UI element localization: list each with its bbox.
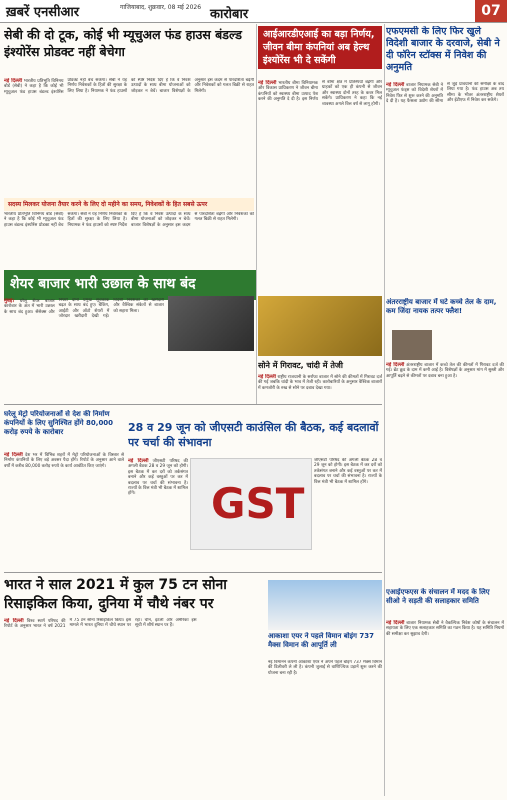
- gold2021-headline: भारत ने साल 2021 में कुल 75 टन सोना रिसाइकिल किया, दुनिया में चौथे नंबर पर: [4, 577, 227, 612]
- gst-article-body-2: जीएसटी परिषद की अगली बैठक 28 व 29 जून को होगी। इस बैठक में कर दरों को तर्कसंगत बनाने और कई वस्तुओं पर कर में बदलाव पर चर्चा की संभावना है। राज्यों के वित्त मंत्री भी बैठक में शामिल होंगे।: [314, 458, 382, 485]
- metro-byline: नई दिल्ली: [4, 452, 23, 458]
- sebi-strip: सदस्य मिलकर योजना तैयार करने के लिए दो महीने का समय, निवेशकों के हित सबसे ऊपर: [4, 198, 254, 211]
- oil-byline: नई दिल्ली: [386, 362, 405, 368]
- masthead-logo: ख़बरें एनसीआर: [6, 5, 80, 20]
- irdai-headline: आईआरडीएआई का बड़ा निर्णय, जीवन बीमा कंपनियां अब हेल्थ इंश्योरेंस भी दे सकेंगी: [258, 26, 382, 69]
- irdai-byline: नई दिल्ली: [258, 80, 277, 86]
- share-body: घरेलू शेयर बाजार कारोबार के अंत में भारी उछाल के साथ बंद हुआ। सेंसेक्स और निफ्टी दोनों प्रमुख सूचकांक बढ़त के साथ बंद हुए। बैंकिंग, आईटी और ऑटो शेयरों में जोरदार खरीदारी देखी गई। विदेशी निवेशकों की खरीदारी और वैश्विक संकेतों से बाजार को सहारा मिला।: [4, 298, 164, 320]
- share-article-body: [4, 298, 164, 398]
- column-divider: [256, 24, 257, 404]
- fpi-article-body: [386, 82, 504, 292]
- oil-headline: अंतरराष्ट्रीय बाजार में घटे कच्चे तेल के दाम, कम जिंदा नायक तत्पर फ्लैश!: [386, 298, 497, 315]
- page-number: 07: [475, 0, 507, 22]
- share-banner: शेयर बाजार भारी उछाल के साथ बंद: [4, 270, 256, 300]
- metro-headline-block: [4, 410, 124, 450]
- sebi-headline-block: [4, 26, 254, 74]
- airline-article-body: नई विमानन कंपनी आकाशा एयर ने अपने पहले बोइंग 737 मैक्स विमान की डिलीवरी ले ली है। कंपनी जुलाई से वाणिज्यिक उड़ानें शुरू करने की योजना बना रही है।: [268, 660, 382, 676]
- aif-body: बाजार नियामक सेबी ने वैकल्पिक निवेश कोषों के संचालन में सहायता के लिए एक सलाहकार समिति का गठन किया है। यह समिति नियमों की समीक्षा कर सुझाव देगी।: [386, 621, 504, 637]
- gold-body: राष्ट्रीय राजधानी के सर्राफा बाजार में सोने की कीमतों में गिरावट दर्ज की गई जबकि चांदी के भाव में तेजी रही। कारोबारियों के अनुसार वैश्विक बाजारों में कमजोरी के रुख से सोने पर दबाव देखा गया।: [258, 375, 382, 391]
- gst-byline: नई दिल्ली: [128, 458, 149, 464]
- gold2021-headline-block: [4, 575, 264, 615]
- gst-image-text: GST: [211, 479, 305, 528]
- gold-byline: नई दिल्ली: [258, 374, 276, 380]
- metro-body: देश भर में विभिन्न शहरों में मेट्रो परियोजनाओं के विस्तार से निर्माण कंपनियों के लिए बड़े अवसर पैदा होंगे। रिपोर्ट के अनुसार आने वाले वर्षों में करीब 80,000 करोड़ रुपये के कार्य आवंटित किए जाएंगे।: [4, 453, 124, 469]
- irdai-body: भारतीय बीमा विनियामक और विकास प्राधिकरण ने जीवन बीमा कंपनियों को स्वास्थ्य बीमा उत्पाद पेश करने की अनुमति दे दी है। इस निर्णय से बीमा क्षेत्र में प्रतिस्पर्धा बढ़ेगी और ग्राहकों को एक ही कंपनी से जीवन और स्वास्थ्य दोनों तरह के कवर मिल सकेंगे। प्राधिकरण ने कहा कि नई व्यवस्था अगले वित्त वर्ष से लागू होगी।: [258, 80, 382, 107]
- share-photo: [168, 296, 254, 351]
- fpi-headline: एफएमसी के लिए फिर खुले विदेशी बाजार के दरवाजे, सेबी ने दी फॉरेन स्टॉक्स में निवेश की अनुमति: [386, 26, 500, 73]
- gst-headline-block: [128, 420, 382, 454]
- sebi-byline: नई दिल्ली: [4, 78, 23, 84]
- gold2021-byline: नई दिल्ली: [4, 618, 24, 624]
- gold2021-body: विश्व स्वर्ण परिषद की रिपोर्ट के अनुसार भारत ने वर्ष 2021 में 75 टन सोना रिसाइकिल किया। इस मामले में भारत दुनिया में चौथे स्थान पर रहा। चीन, इटली और अमेरिका इस सूची में शीर्ष स्थान पर हैं।: [4, 618, 197, 630]
- gold-caption: सोने में गिरावट, चांदी में तेजी: [258, 361, 343, 370]
- fpi-body: बाजार नियामक सेबी ने म्यूचुअल फंड्स को विदेशी शेयरों में निवेश फिर से शुरू करने की अनुमति दे दी है। यह फैसला उद्योग की सीमा से जुड़े प्रावधानों की समीक्षा के बाद लिया गया है। फंड हाउस अब तय सीमा के भीतर अंतरराष्ट्रीय शेयरों और ईटीएफ में निवेश कर सकेंगे।: [386, 82, 504, 105]
- masthead-date: गाजियाबाद, शुक्रवार, 08 मई 2026: [120, 4, 202, 11]
- masthead: [0, 0, 507, 23]
- sebi-headline: सेबी की दो टूक, कोई भी म्यूचुअल फंड हाउस बंडल्ड इंश्योरेंस प्रोडक्ट नहीं बेचेगा: [4, 27, 242, 59]
- airline-photo: [268, 580, 382, 630]
- aif-headline-block: [386, 588, 504, 618]
- gold2021-article-body: [4, 618, 262, 796]
- metro-article-body: [4, 452, 124, 562]
- fpi-headline-block: [386, 26, 504, 78]
- gst-article-body: [128, 458, 188, 568]
- column-divider: [384, 24, 385, 796]
- gst-image: [190, 458, 312, 550]
- metro-headline: घरेलू मेट्रो परियोजनाओं से देश की निर्माण कंपनियों के लिए सुनिश्चित होंगे 80,000 करोड़ रुपये के कारोबार: [4, 410, 114, 436]
- oil-body: अंतरराष्ट्रीय बाजार में कच्चे तेल की कीमतों में गिरावट दर्ज की गई। ब्रेंट क्रूड के दाम में कमी आई है। विशेषज्ञों के अनुसार मांग में सुस्ती और आपूर्ति बढ़ने से कीमतों पर दबाव बना हुआ है।: [386, 363, 504, 379]
- gold-photo: [258, 296, 382, 356]
- sebi-article-body: [4, 78, 254, 198]
- oil-article-body: [386, 362, 504, 584]
- sebi-body: भारतीय प्रतिभूति विनिमय बोर्ड (सेबी) ने कहा है कि कोई भी म्यूचुअल फंड हाउस बंडल्ड इंश्योरेंस प्रोडक्ट नहीं बेच सकेगा। सेबी ने यह निर्णय निवेशकों के हितों की सुरक्षा के लिए लिया है। नियामक ने फंड हाउसों को स्पष्ट निर्देश दिए हैं कि वे निवेश उत्पादों के साथ बीमा योजनाओं को जोड़कर न बेचें। बाजार विशेषज्ञों के अनुसार इस कदम से पारदर्शिता बढ़ेगी और निवेशकों को गलत बिक्री से राहत मिलेगी।: [4, 78, 254, 95]
- share-byline: मुंबई।: [4, 298, 15, 304]
- aif-headline: एआईएफएस के संचालन में मदद के लिए सीओ ने सड़ती की सलाहकार समिति: [386, 588, 490, 605]
- irdai-headline-block: [258, 26, 382, 76]
- gst-headline: 28 व 29 जून को जीएसटी काउंसिल की बैठक, कई बदलावों पर चर्चा की संभावना: [128, 421, 379, 449]
- airline-headline-block: [268, 632, 382, 658]
- airline-headline: आकाशा एयर ने पहले विमान बोइंग 737 मैक्स विमान की आपूर्ति ली: [268, 632, 375, 649]
- sebi-article-body-2: भारतीय प्रतिभूति विनिमय बोर्ड (सेबी) ने कहा है कि कोई भी म्यूचुअल फंड हाउस बंडल्ड इंश्योरेंस प्रोडक्ट नहीं बेच सकेगा। सेबी ने यह निर्णय निवेशकों के हितों की सुरक्षा के लिए लिया है। नियामक ने फंड हाउसों को स्पष्ट निर्देश दिए हैं कि वे निवेश उत्पादों के साथ बीमा योजनाओं को जोड़कर न बेचें। बाजार विशेषज्ञों के अनुसार इस कदम से पारदर्शिता बढ़ेगी और निवेशकों को गलत बिक्री से राहत मिलेगी।: [4, 212, 254, 228]
- aif-byline: नई दिल्ली: [386, 620, 405, 626]
- fpi-byline: नई दिल्ली: [386, 82, 405, 88]
- aif-article-body: [386, 620, 504, 796]
- oil-headline-block: [386, 298, 504, 328]
- section-title: कारोबार: [210, 7, 249, 22]
- oil-photo: [392, 330, 432, 360]
- row-divider: [4, 572, 382, 573]
- gst-body: जीएसटी परिषद की अगली बैठक 28 व 29 जून को होगी। इस बैठक में कर दरों को तर्कसंगत बनाने और कई वस्तुओं पर कर में बदलाव पर चर्चा की संभावना है। राज्यों के वित्त मंत्री भी बैठक में शामिल होंगे।: [128, 459, 188, 497]
- row-divider: [4, 404, 382, 405]
